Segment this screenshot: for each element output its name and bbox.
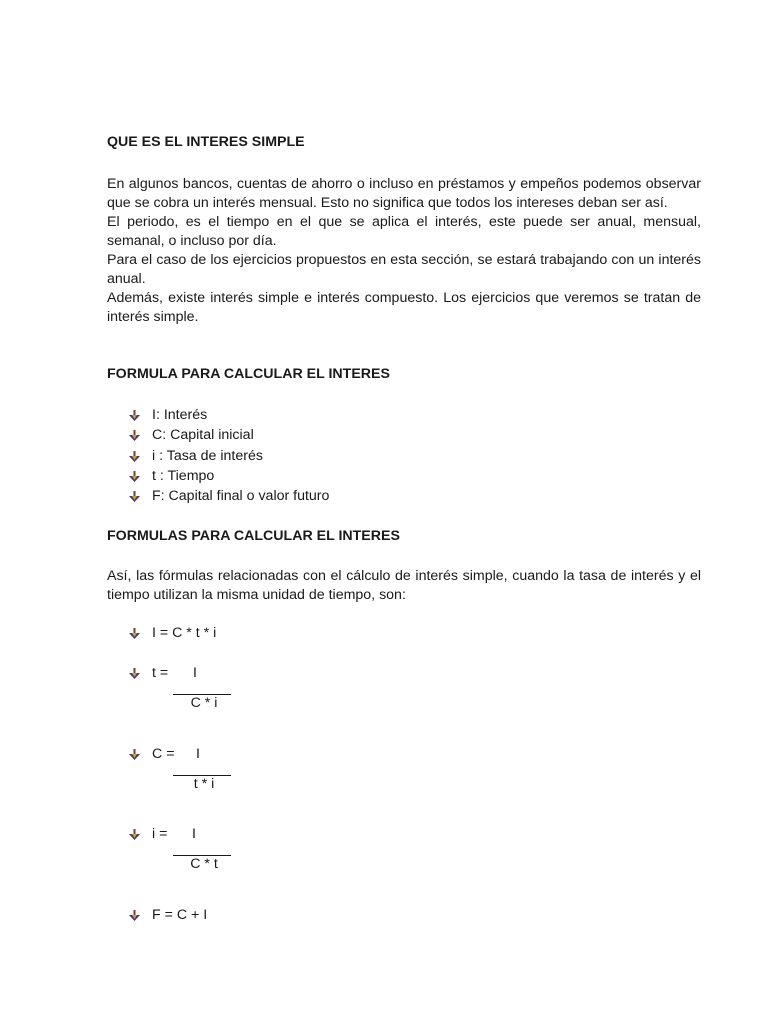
formulas-list — [107, 623, 701, 943]
list-item — [107, 405, 329, 425]
list-item — [107, 446, 329, 466]
formula-capital-denominator: t * i — [193, 776, 215, 792]
formula-item — [107, 623, 216, 643]
section-heading-interes-simple: QUE ES EL INTERES SIMPLE — [107, 134, 305, 150]
list-item — [107, 425, 329, 445]
formulas-intro-text: Así, las fórmulas relacionadas con el cálculo de interés simple, cuando la tasa de interés y el tiempo utilizan la misma unidad de tiempo, son: — [107, 568, 701, 603]
arrow-down-bullet-icon — [129, 410, 140, 421]
formula-item — [107, 744, 407, 804]
formula-future-value: F = C + I — [152, 907, 208, 923]
formula-time-denominator: C * i — [190, 695, 218, 711]
intro-paragraph: El periodo, es el tiempo en el que se aplica el interés, este puede ser anual, mensual, semanal, o incluso por día. — [107, 214, 701, 249]
formula-rate-denominator: C * t — [190, 856, 218, 872]
arrow-down-bullet-icon — [129, 628, 140, 639]
intro-paragraph: En algunos bancos, cuentas de ahorro o incluso en préstamos y empeños podemos observar que se cobra un interés mensual. Esto no significa que todos los intereses deban ser así. — [107, 176, 701, 211]
list-item — [107, 486, 329, 506]
formula-line — [107, 744, 407, 764]
formula-time-lhs: t = — [152, 665, 169, 681]
intro-text — [107, 175, 701, 327]
formula-interest: I = C * t * i — [152, 625, 217, 641]
variable-item-label: i : Tasa de interés — [152, 447, 263, 464]
arrow-down-bullet-icon — [129, 430, 140, 441]
arrow-down-bullet-icon — [129, 451, 140, 462]
list-item — [107, 466, 329, 486]
section-heading-formula: FORMULA PARA CALCULAR EL INTERES — [107, 366, 390, 382]
arrow-down-bullet-icon — [129, 471, 140, 482]
arrow-down-bullet-icon — [129, 668, 140, 679]
arrow-down-bullet-icon — [129, 910, 140, 921]
formula-time-numerator: I — [193, 665, 197, 681]
arrow-down-bullet-icon — [129, 749, 140, 760]
section-heading-formulas: FORMULAS PARA CALCULAR EL INTERES — [107, 528, 400, 544]
intro-paragraph: Para el caso de los ejercicios propuestos en esta sección, se estará trabajando con un interés anual. — [107, 252, 701, 287]
variables-list — [107, 405, 329, 506]
arrow-down-bullet-icon — [129, 491, 140, 502]
formula-rate-lhs: i = — [152, 826, 168, 842]
formula-line — [107, 905, 207, 925]
formula-capital-lhs: C = — [152, 746, 175, 762]
formula-capital-numerator: I — [196, 746, 200, 762]
variable-item-label: C: Capital inicial — [152, 427, 254, 444]
variable-item-label: I: Interés — [152, 407, 208, 423]
formula-rate-numerator: I — [192, 826, 196, 842]
formula-line — [107, 623, 216, 643]
variable-item-label: F: Capital final o valor futuro — [152, 488, 330, 505]
intro-paragraph: Además, existe interés simple e interés compuesto. Los ejercicios que veremos se tratan de interés simple. — [107, 290, 701, 325]
formula-item — [107, 663, 407, 723]
arrow-down-bullet-icon — [129, 829, 140, 840]
formula-line — [107, 663, 407, 683]
variable-item-label: t : Tiempo — [152, 467, 215, 484]
formula-item — [107, 905, 207, 925]
formula-item — [107, 824, 407, 884]
formula-line — [107, 824, 407, 844]
